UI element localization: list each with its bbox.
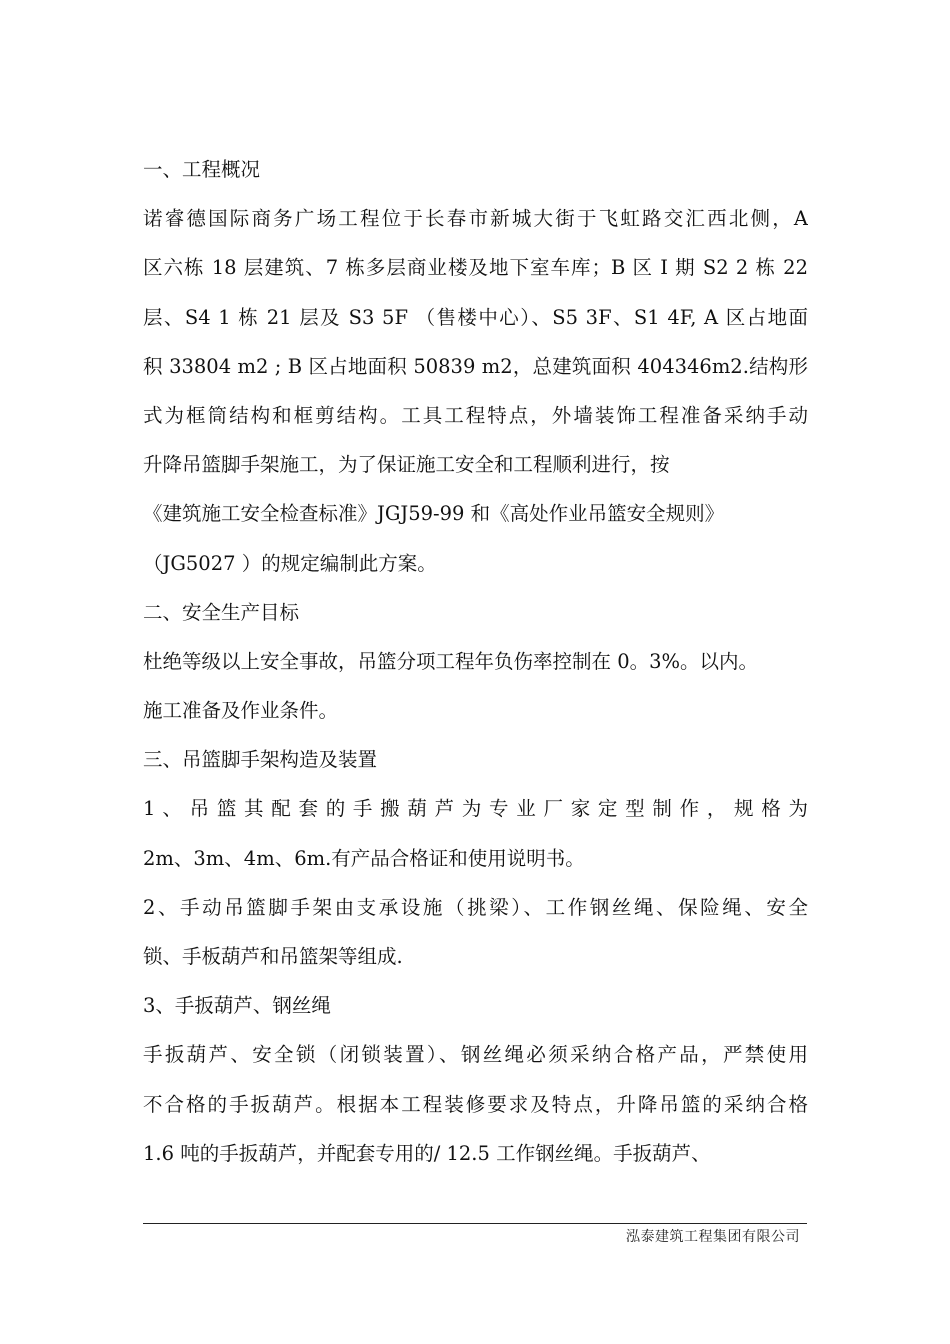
paragraph-line: 升降吊篮脚手架施工，为了保证施工安全和工程顺利进行，按 (143, 453, 670, 477)
paragraph-line: 手扳葫芦、安全锁（闭锁装置）、钢丝绳必须采纳合格产品，严禁使用 (143, 1043, 808, 1067)
document-body (143, 145, 808, 1178)
footer-company-name: 泓泰建筑工程集团有限公司 (626, 1229, 800, 1245)
paragraph-line: 诺睿德国际商务广场工程位于长春市新城大街于飞虹路交汇西北侧，A (143, 207, 808, 231)
footer-divider (143, 1223, 807, 1224)
subheading-hoist-wire: 3、手扳葫芦、钢丝绳 (143, 994, 331, 1018)
paragraph-line: （JG5027 ）的规定编制此方案。 (143, 551, 437, 575)
paragraph-line: 杜绝等级以上安全事故，吊篮分项工程年负伤率控制在 0。3%。以内。 (143, 649, 759, 673)
paragraph-line: 《建筑施工安全检查标准》JGJ59-99 和《高处作业吊篮安全规则》 (143, 502, 725, 526)
paragraph-line: 施工准备及作业条件。 (143, 699, 339, 723)
paragraph-line: 层、S4 1 栋 21 层及 S3 5F （售楼中心）、S5 3F、S1 4F, A 区占地面 (143, 305, 808, 329)
section-heading-structure: 三、吊篮脚手架构造及装置 (143, 748, 378, 772)
list-item-line: 2、手动吊篮脚手架由支承设施（挑梁）、工作钢丝绳、保险绳、安全 (143, 895, 808, 919)
section-heading-safety-goal: 二、安全生产目标 (143, 600, 300, 624)
paragraph-line: 式为框筒结构和框剪结构。工具工程特点，外墙装饰工程准备采纳手动 (143, 403, 808, 427)
paragraph-line: 1.6 吨的手扳葫芦，并配套专用的/ 12.5 工作钢丝绳。手扳葫芦、 (143, 1141, 711, 1165)
paragraph-line: 积 33804 m2 ; B 区占地面积 50839 m2，总建筑面积 404346m2.结构形 (143, 354, 808, 378)
paragraph-line: 区六栋 18 层建筑、7 栋多层商业楼及地下室车库；B 区 I 期 S2 2 栋 22 (143, 256, 808, 280)
list-item-line: 2m、3m、4m、6m.有产品合格证和使用说明书。 (143, 846, 585, 870)
paragraph-line: 不合格的手扳葫芦。根据本工程装修要求及特点，升降吊篮的采纳合格 (143, 1092, 808, 1116)
section-heading-overview: 一、工程概况 (143, 158, 261, 181)
list-item-line: 1 、 吊 篮 其 配 套 的 手 搬 葫 芦 为 专 业 厂 家 定 型 制 作 ， 规 格 为 (143, 797, 808, 821)
list-item-line: 锁、手板葫芦和吊篮架等组成. (143, 945, 403, 968)
